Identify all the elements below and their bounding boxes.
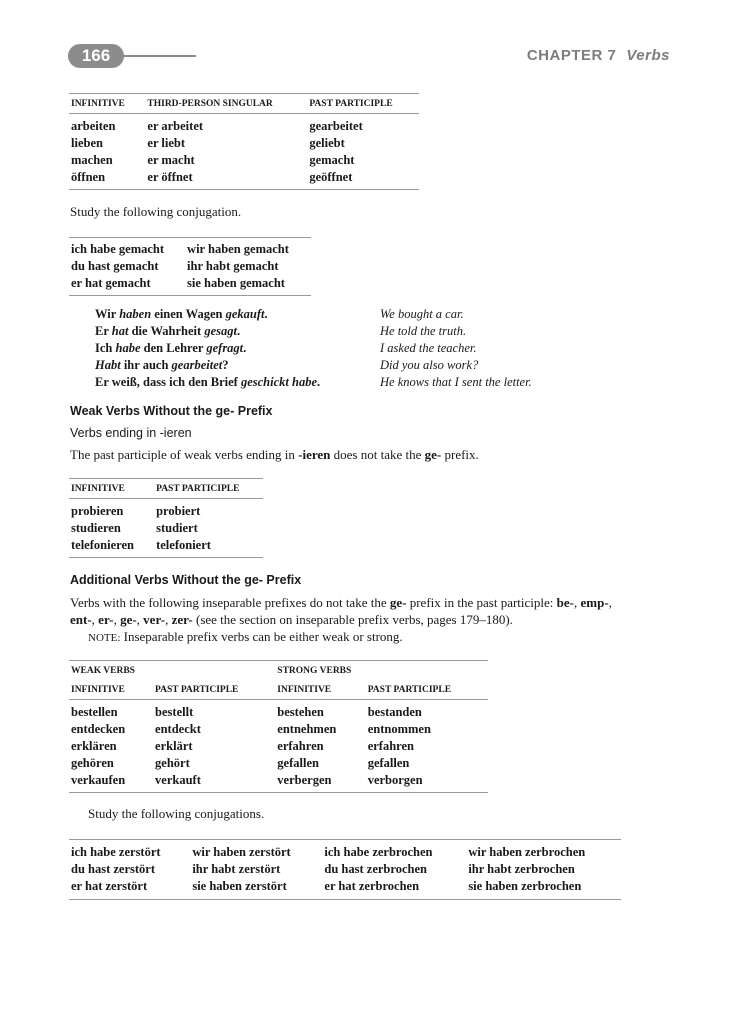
example-translation: We bought a car. (380, 307, 464, 321)
page-number-badge: 166 (68, 44, 124, 68)
table-cell: ihr habt zerbrochen (468, 862, 575, 876)
group-header-weak: WEAK VERBS (71, 666, 135, 676)
note-paragraph (88, 628, 403, 647)
table-cell: telefonieren (71, 538, 134, 552)
table-cell: er hat zerbrochen (324, 879, 420, 893)
table-cell: er öffnet (147, 170, 193, 184)
english-translations (380, 306, 532, 391)
table-cell: gefallen (277, 756, 319, 770)
table-cell: wir haben zerbrochen (468, 845, 586, 859)
table-cell: du hast zerstört (71, 862, 156, 876)
table-cell: studieren (71, 521, 121, 535)
weak-strong-verbs-table (69, 660, 488, 793)
table-header: INFINITIVE (71, 685, 125, 695)
subheading-ieren: Verbs ending in -ieren (70, 426, 192, 440)
table-cell: entnehmen (277, 722, 337, 736)
table-cell: bestellt (155, 705, 194, 719)
paragraph-prefixes-line1: Verbs with the following inseparable prefixes do not take the ge- prefix in the past participle: be-, emp-, (70, 595, 612, 610)
table-cell: sie haben gemacht (187, 276, 285, 290)
table-cell: öffnen (71, 170, 106, 184)
table-header: INFINITIVE (71, 484, 125, 494)
example-translation: Did you also work? (380, 358, 479, 372)
group-header-strong: STRONG VERBS (277, 666, 352, 676)
table-cell: probieren (71, 504, 124, 518)
table-cell: geliebt (309, 136, 345, 150)
note-label: NOTE: (88, 632, 121, 644)
table-header: PAST PARTICIPLE (367, 685, 452, 695)
table-cell: ich habe zerstört (71, 845, 161, 859)
table-cell: gehören (71, 756, 114, 770)
table-cell: verborgen (367, 773, 423, 787)
table-cell: er liebt (147, 136, 185, 150)
table-cell: studiert (156, 521, 198, 535)
table-cell: sie haben zerbrochen (468, 879, 582, 893)
conjugation-table-regular (69, 93, 419, 190)
section-heading-additional: Additional Verbs Without the ge- Prefix (70, 573, 302, 587)
table-cell: ich habe gemacht (71, 242, 165, 256)
table-cell: er hat zerstört (71, 879, 148, 893)
table-cell: ihr habt gemacht (187, 259, 279, 273)
table-header: INFINITIVE (71, 99, 125, 109)
table-cell: entnommen (367, 722, 431, 736)
table-cell: gehört (155, 756, 190, 770)
table-header: PAST PARTICIPLE (155, 685, 239, 695)
section-heading-weak: Weak Verbs Without the ge- Prefix (70, 404, 273, 418)
table-cell: gefallen (367, 756, 410, 770)
table-cell: verkaufen (71, 773, 126, 787)
study-instruction-2: Study the following conjugations. (88, 806, 265, 821)
chapter-heading (527, 47, 670, 64)
table-cell: verbergen (277, 773, 332, 787)
table-cell: sie haben zerstört (192, 879, 287, 893)
example-sentence: Er hat die Wahrheit gesagt. (95, 324, 241, 338)
table-header: PAST PARTICIPLE (156, 484, 240, 494)
paragraph-prefixes-line2: ent-, er-, ge-, ver-, zer- (see the section on inseparable prefix verbs, pages 179–180). (70, 612, 513, 627)
note-text: Inseparable prefix verbs can be either weak or strong. (120, 629, 403, 644)
table-cell: entdecken (71, 722, 126, 736)
table-cell: wir haben gemacht (187, 242, 289, 256)
table-header: THIRD-PERSON SINGULAR (147, 99, 273, 109)
example-translation: He knows that I sent the letter. (380, 375, 532, 389)
table-cell: ich habe zerbrochen (324, 845, 433, 859)
table-cell: gearbeitet (309, 119, 363, 133)
header-rule (122, 55, 196, 57)
table-cell: gemacht (309, 153, 355, 167)
german-examples (95, 306, 320, 391)
table-cell: probiert (156, 504, 201, 518)
table-cell: erfahren (367, 739, 414, 753)
table-cell: telefoniert (156, 538, 211, 552)
table-cell: lieben (71, 136, 103, 150)
example-sentence: Er weiß, dass ich den Brief geschickt habe. (95, 375, 321, 389)
example-sentence: Wir haben einen Wagen gekauft. (95, 307, 268, 321)
table-cell: er arbeitet (147, 119, 204, 133)
table-cell: er hat gemacht (71, 276, 151, 290)
table-header: PAST PARTICIPLE (309, 99, 393, 109)
table-cell: bestehen (277, 705, 324, 719)
example-translation: He told the truth. (380, 324, 467, 338)
paragraph-ieren: The past participle of weak verbs ending in -ieren does not take the ge- prefix. (70, 447, 479, 462)
table-cell: arbeiten (71, 119, 116, 133)
table-cell: du hast gemacht (71, 259, 159, 273)
example-translation: I asked the teacher. (380, 341, 477, 355)
table-cell: er macht (147, 153, 195, 167)
table-cell: erklärt (155, 739, 193, 753)
chapter-title: Verbs (626, 47, 670, 64)
table-cell: bestanden (367, 705, 422, 719)
study-instruction: Study the following conjugation. (70, 204, 242, 219)
table-cell: machen (71, 153, 113, 167)
table-cell: geöffnet (309, 170, 353, 184)
table-cell: erfahren (277, 739, 324, 753)
table-cell: du hast zerbrochen (324, 862, 427, 876)
table-cell: entdeckt (155, 722, 201, 736)
table-cell: bestellen (71, 705, 118, 719)
example-sentence: Habt ihr auch gearbeitet? (95, 358, 229, 372)
ieren-verbs-table (69, 478, 263, 558)
chapter-label: CHAPTER 7 (526, 47, 617, 64)
table-cell: erklären (71, 739, 117, 753)
conjugation-table-machen (69, 237, 311, 296)
table-cell: verkauft (155, 773, 201, 787)
example-sentence: Ich habe den Lehrer gefragt. (95, 341, 247, 355)
table-cell: ihr habt zerstört (192, 862, 281, 876)
conjugation-table-zer (69, 839, 621, 900)
table-cell: wir haben zerstört (192, 845, 291, 859)
table-header: INFINITIVE (277, 685, 332, 695)
